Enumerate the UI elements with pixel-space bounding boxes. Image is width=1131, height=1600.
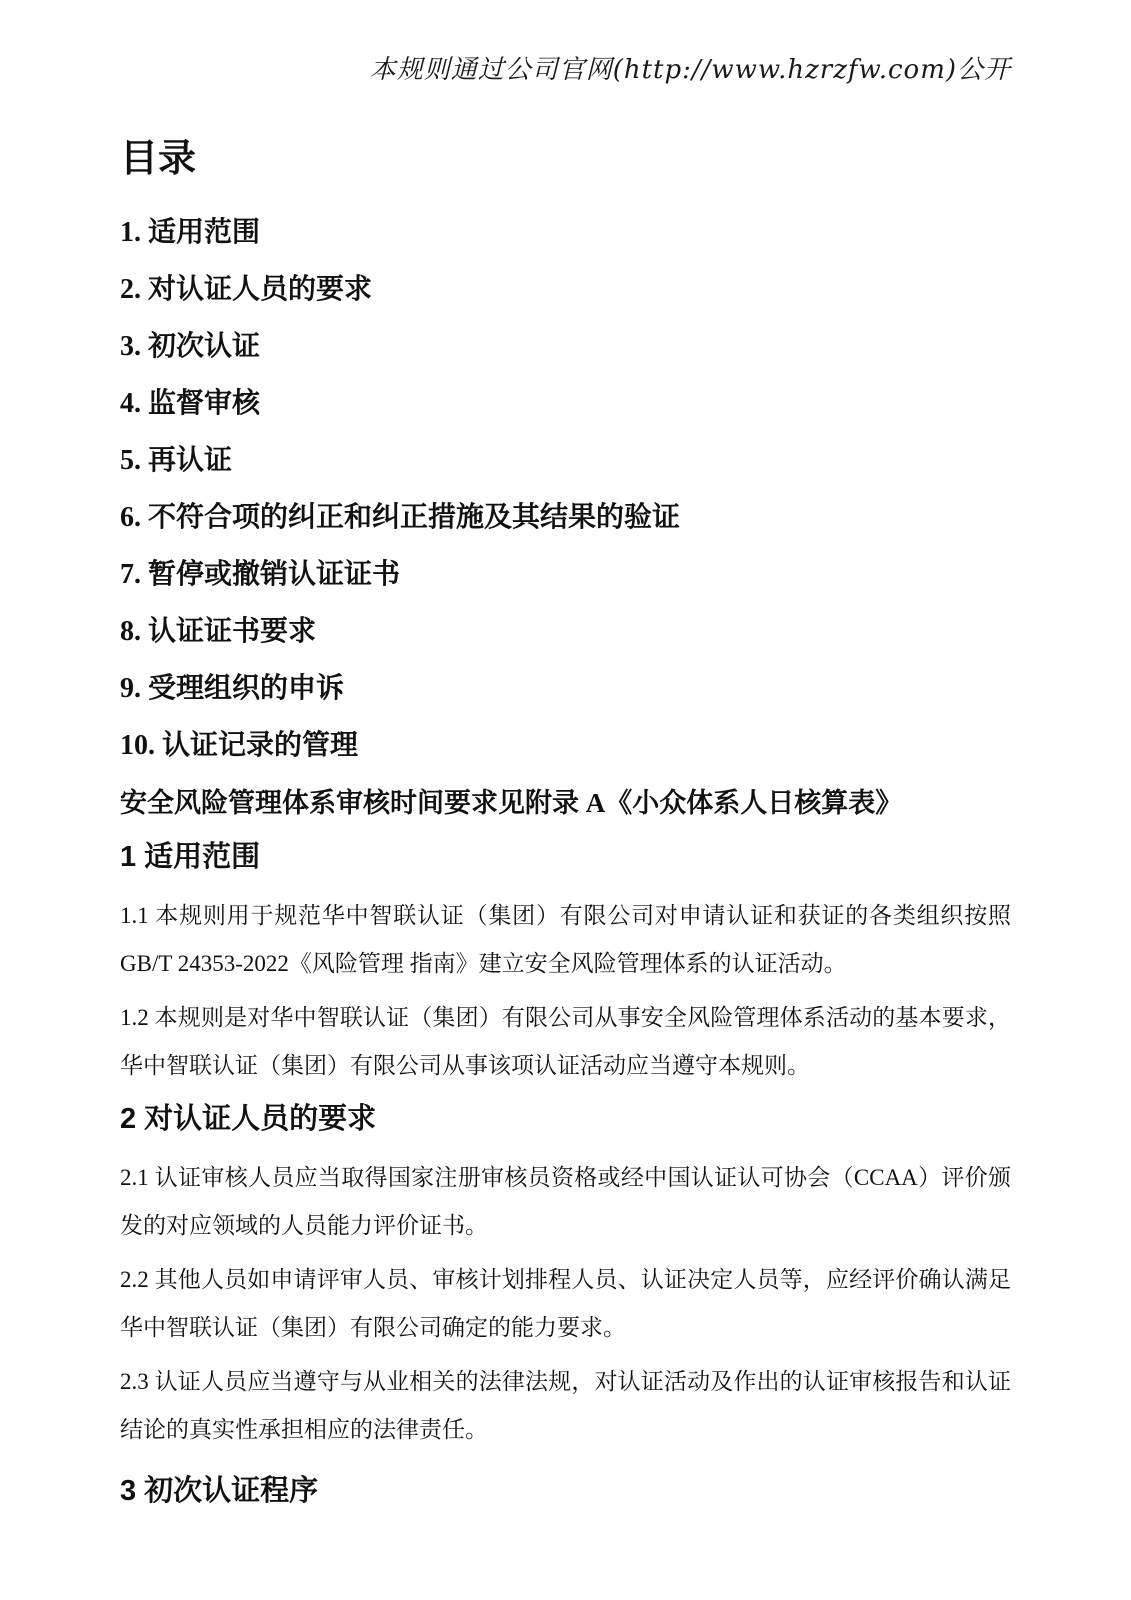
toc-item: 10. 认证记录的管理 (120, 730, 359, 761)
section-scope (120, 838, 1011, 1090)
toc-item: 9. 受理组织的申诉 (120, 673, 345, 704)
section-heading: 3 初次认证程序 (120, 1475, 319, 1507)
toc-item: 4. 监督审核 (120, 388, 261, 419)
toc-item: 3. 初次认证 (120, 331, 261, 362)
section-body (120, 1154, 1011, 1454)
toc-item: 2. 对认证人员的要求 (120, 274, 373, 305)
toc-appendix-note: 安全风险管理体系审核时间要求见附录 A《小众体系人日核算表》 (120, 788, 903, 818)
paragraph: 1.2 本规则是对华中智联认证（集团）有限公司从事安全风险管理体系活动的基本要求，华中智联认证（集团）有限公司从事该项认证活动应当遵守本规则。 (120, 1005, 1011, 1078)
section-heading: 1 适用范围 (120, 841, 261, 873)
toc-item: 6. 不符合项的纠正和纠正措施及其结果的验证 (120, 502, 681, 533)
toc-item: 1. 适用范围 (120, 217, 261, 248)
toc-item: 5. 再认证 (120, 445, 233, 476)
section-body (120, 892, 1011, 1090)
section-personnel-requirements (120, 1100, 1011, 1454)
header-note: 本规则通过公司官网(http://www.hzrzfw.com)公开 (369, 55, 1011, 85)
toc-item: 8. 认证证书要求 (120, 616, 317, 647)
section-initial-certification (120, 1472, 1011, 1510)
paragraph: 1.1 本规则用于规范华中智联认证（集团）有限公司对申请认证和获证的各类组织按照GB/T 24353-2022《风险管理 指南》建立安全风险管理体系的认证活动。 (120, 903, 1011, 976)
paragraph: 2.3 认证人员应当遵守与从业相关的法律法规，对认证活动及作出的认证审核报告和认证结论的真实性承担相应的法律责任。 (120, 1369, 1011, 1442)
toc-list (120, 218, 1011, 761)
toc-item: 7. 暂停或撤销认证证书 (120, 559, 401, 590)
paragraph: 2.2 其他人员如申请评审人员、审核计划排程人员、认证决定人员等，应经评价确认满足华中智联认证（集团）有限公司确定的能力要求。 (120, 1267, 1011, 1340)
paragraph: 2.1 认证审核人员应当取得国家注册审核员资格或经中国认证认可协会（CCAA）评价颁发的对应领域的人员能力评价证书。 (120, 1165, 1011, 1238)
toc-title: 目录 (120, 138, 197, 180)
section-heading: 2 对认证人员的要求 (120, 1103, 377, 1135)
